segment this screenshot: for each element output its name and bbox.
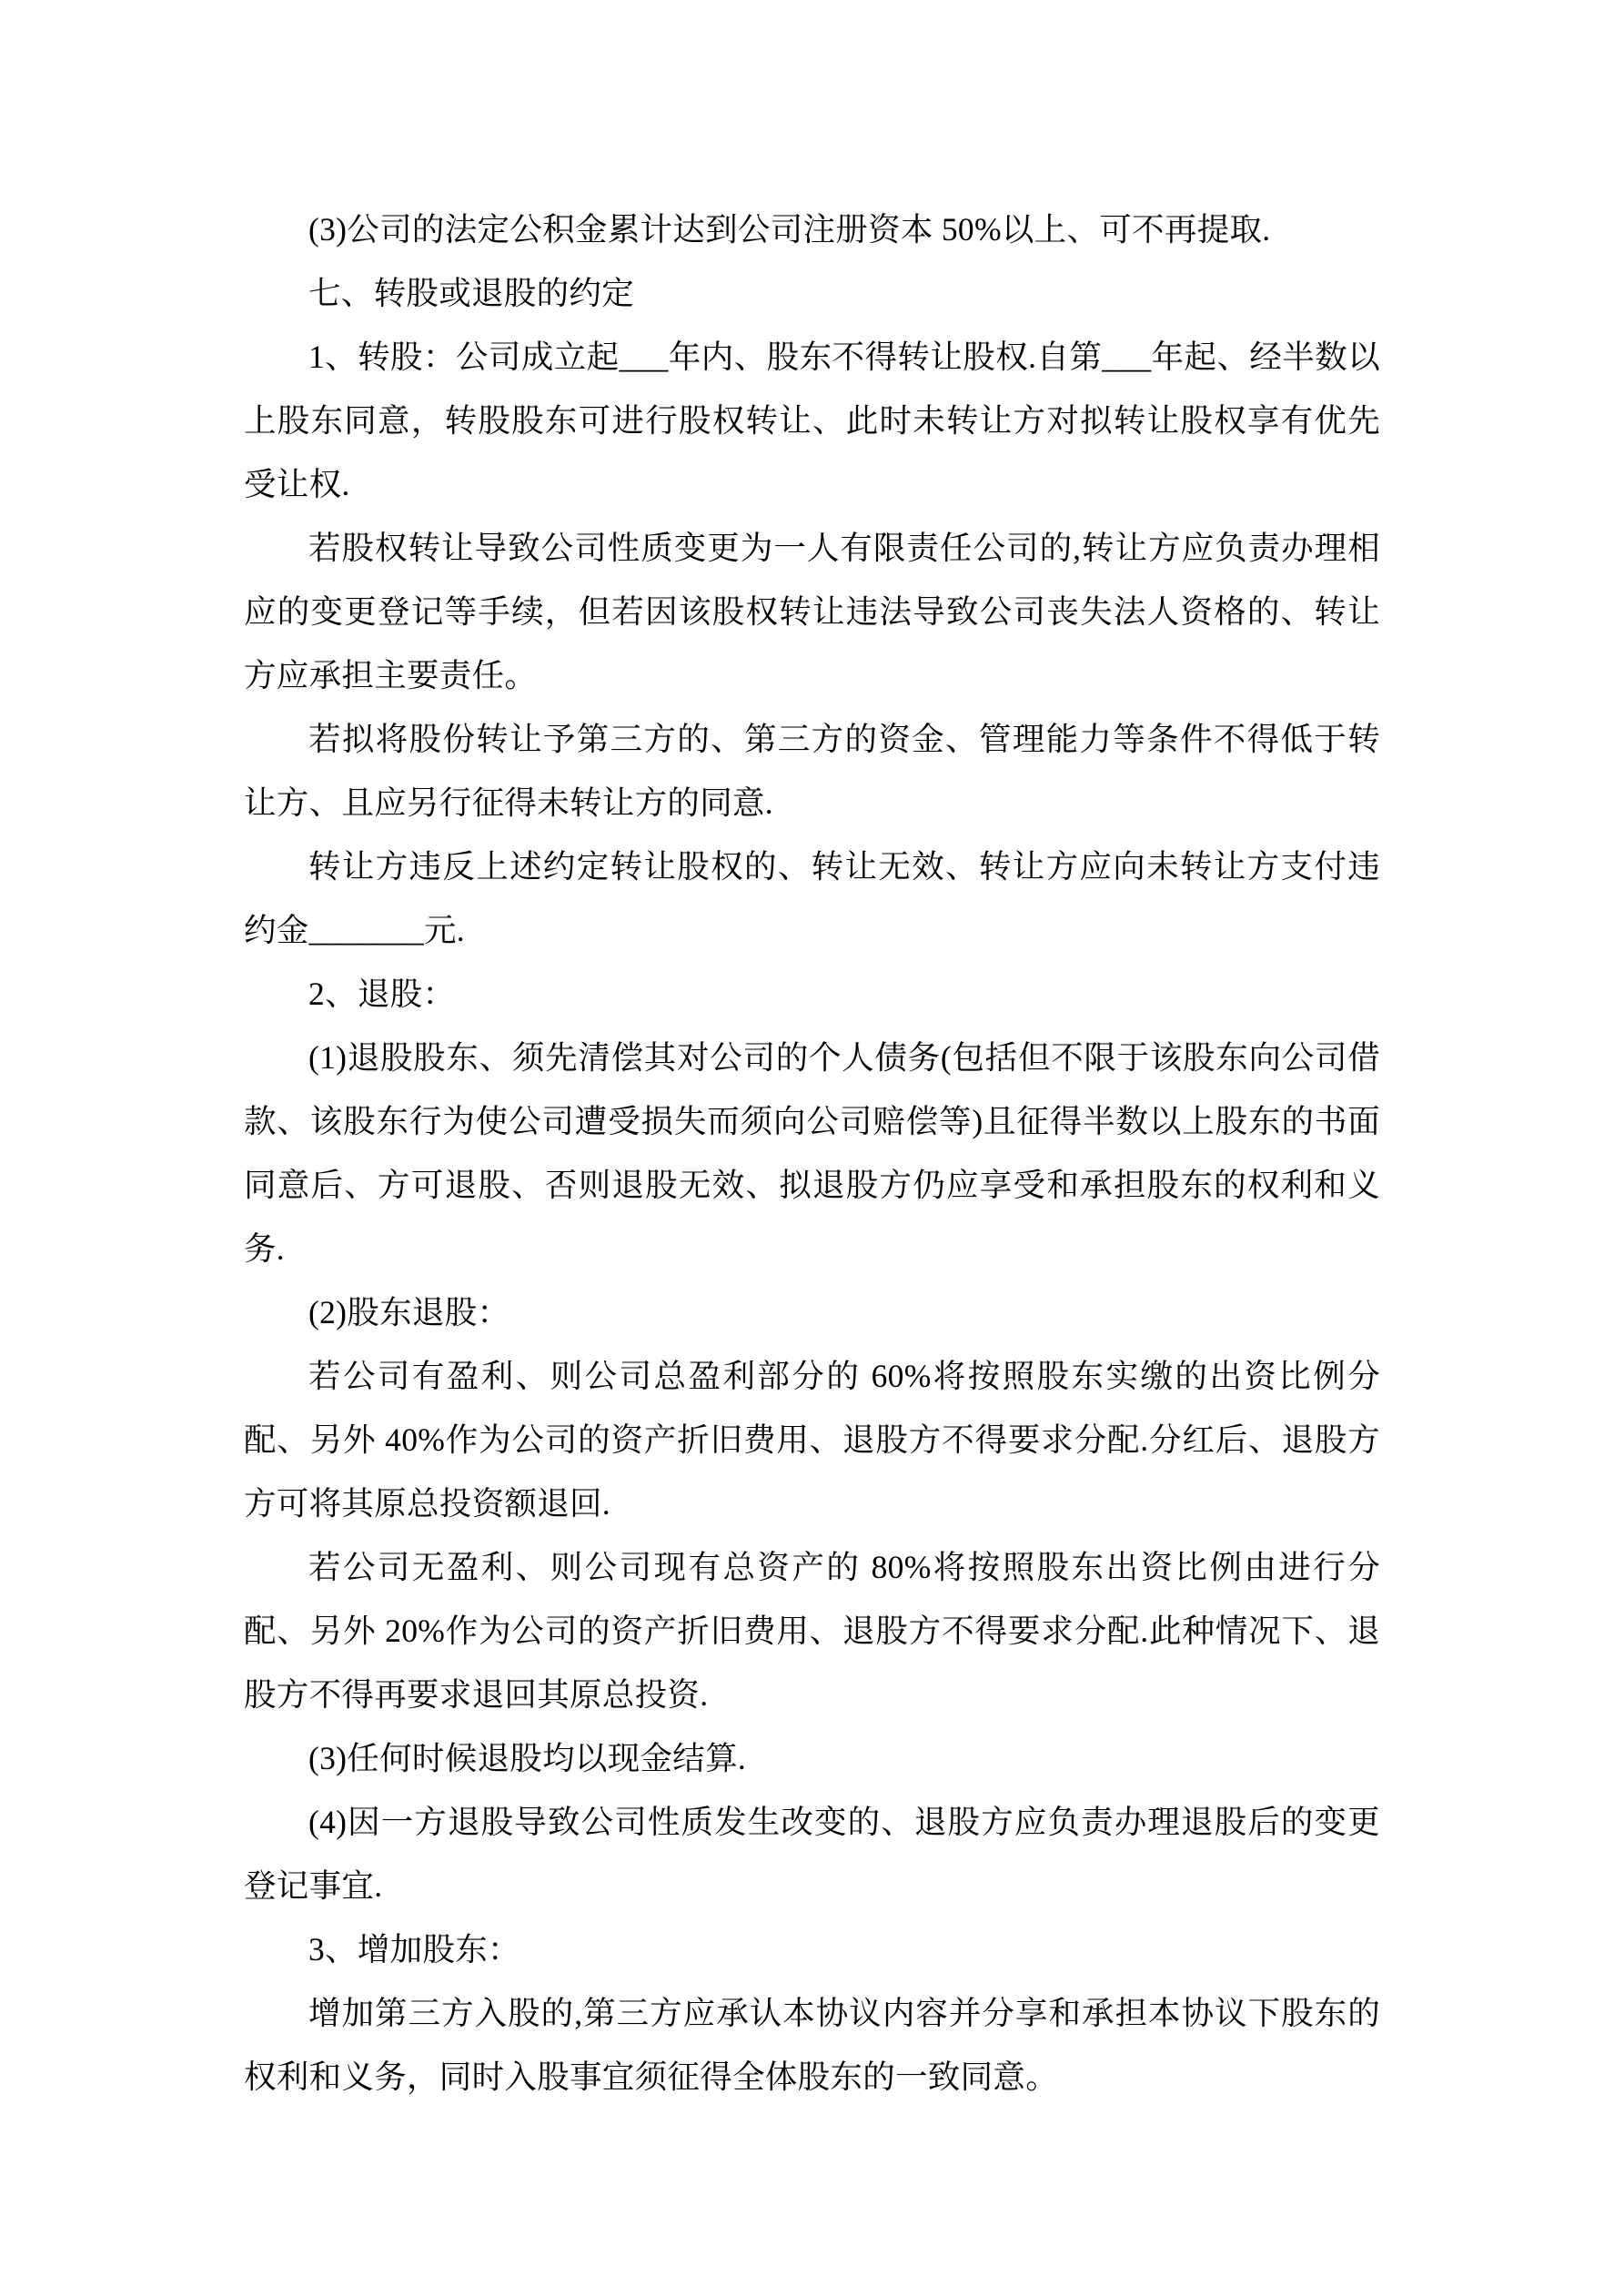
document-body: [244, 197, 1380, 2109]
paragraph-12: (3)任何时候退股均以现金结算.: [308, 1740, 747, 1776]
paragraph-2: 七、转股或退股的约定: [308, 275, 635, 311]
paragraph-9: (2)股东退股：: [308, 1294, 510, 1330]
paragraph-15: 增加第三方入股的,第三方应承认本协议内容并分享和承担本协议下股东的权利和义务，同时入股事宜须征得全体股东的一致同意。: [244, 1995, 1380, 2095]
paragraph-3: 1、转股：公司成立起___年内、股东不得转让股权.自第___年起、经半数以上股东同意，转股股东可进行股权转让、此时未转让方对拟转让股权享有优先受让权.: [244, 339, 1380, 502]
paragraph-1: (3)公司的法定公积金累计达到公司注册资本 50%以上、可不再提取.: [308, 211, 1271, 248]
paragraph-11: 若公司无盈利、则公司现有总资产的 80%将按照股东出资比例由进行分配、另外 20%作为公司的资产折旧费用、退股方不得要求分配.此种情况下、退股方不得再要求退回其原总投资.: [244, 1549, 1380, 1713]
paragraph-8: (1)退股股东、须先清偿其对公司的个人债务(包括但不限于该股东向公司借款、该股东行为使公司遭受损失而须向公司赔偿等)且征得半数以上股东的书面同意后、方可退股、否则退股无效、拟退股方仍应享受和承担股东的权利和义务.: [244, 1039, 1380, 1267]
paragraph-6: 转让方违反上述约定转让股权的、转让无效、转让方应向未转让方支付违约金_______元.: [244, 848, 1380, 948]
paragraph-14: 3、增加股东：: [308, 1931, 520, 1967]
paragraph-4: 若股权转让导致公司性质变更为一人有限责任公司的,转让方应负责办理相应的变更登记等手续，但若因该股权转让违法导致公司丧失法人资格的、转让方应承担主要责任。: [244, 530, 1380, 693]
paragraph-7: 2、退股：: [308, 976, 456, 1012]
paragraph-10: 若公司有盈利、则公司总盈利部分的 60%将按照股东实缴的出资比例分配、另外 40%作为公司的资产折旧费用、退股方不得要求分配.分红后、退股方方可将其原总投资额退回.: [244, 1358, 1380, 1522]
paragraph-5: 若拟将股份转让予第三方的、第三方的资金、管理能力等条件不得低于转让方、且应另行征得未转让方的同意.: [244, 721, 1380, 821]
paragraph-13: (4)因一方退股导致公司性质发生改变的、退股方应负责办理退股后的变更登记事宜.: [244, 1804, 1380, 1904]
